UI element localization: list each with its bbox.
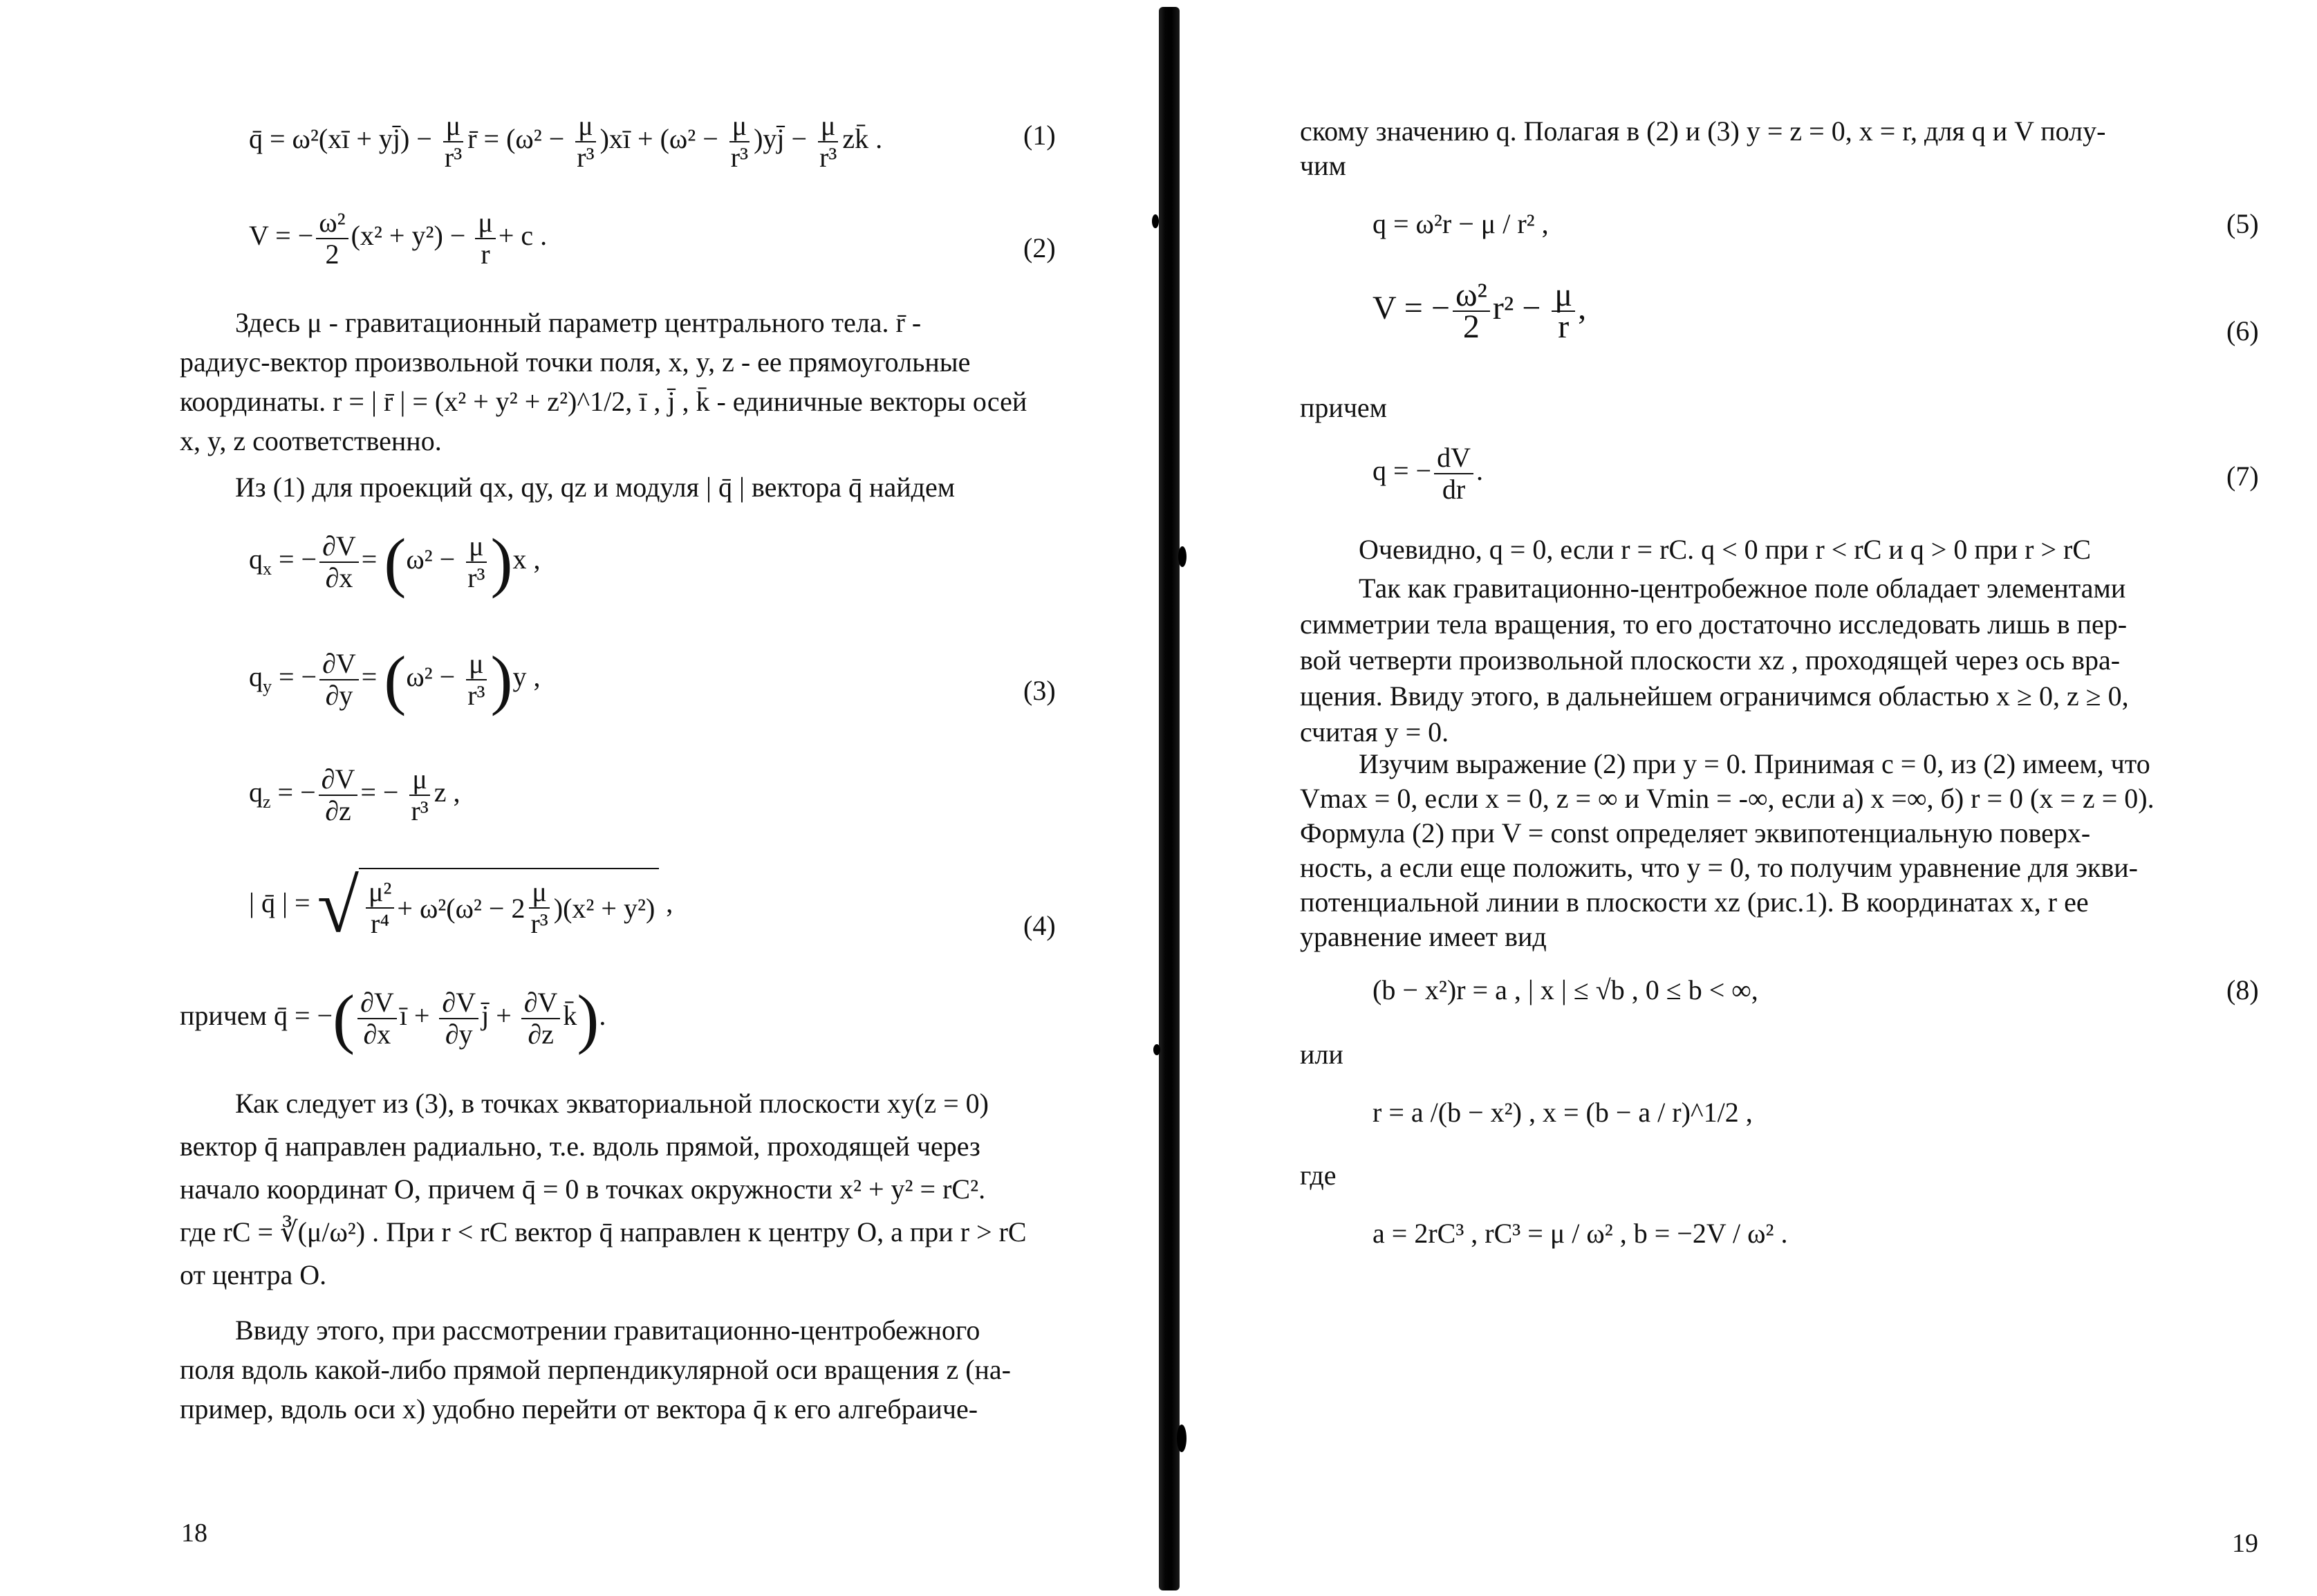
equation-3z: $q_z$ = − $\frac{\partial V}{\partial z}$ = − $\frac{\mu}{\text{r³}}$ z , — [249, 763, 460, 826]
equation-number-8: (8) — [2226, 974, 2259, 1005]
equation-4: | q̄ | = √ $\frac{\text{μ²}}{\text{r⁴}}$ + ω²(ω² − 2 $\frac{\mu}{\text{r³}}$ )(x² + y²) , — [249, 864, 673, 948]
text-line: считая y = 0. — [1300, 716, 1449, 748]
paragraph-equatorial — [180, 1082, 1058, 1297]
page-number: 19 — [2232, 1529, 2258, 1558]
text-line: потенциальной линии в плоскости xz (рис.1). В координатах x, r ее — [1300, 887, 2089, 918]
equation-number-5: (5) — [2226, 208, 2259, 239]
equation-number-1: (1) — [1023, 120, 1056, 151]
equation-number-7: (7) — [2226, 461, 2259, 492]
paragraph-definitions — [180, 303, 1058, 461]
text-line: координаты. r = | r̄ | = (x² + y² + z²)^1/2, ī , j̄ , k̄ - единичные векторы осей — [180, 386, 1027, 417]
text-line: x, y, z соответственно. — [180, 425, 442, 456]
paragraph-study — [1300, 747, 2261, 954]
word-ili: или — [1300, 1039, 1343, 1070]
equation-3x: $q_x$ = − $\frac{\partial V}{\partial x}$ = (ω² − $\frac{\mu}{\text{r³}}$ )x , — [249, 525, 541, 599]
equation-number-6: (6) — [2226, 315, 2259, 346]
equation-10: a = 2rC³ , rC³ = μ / ω² , b = −2V / ω² . — [1372, 1218, 1788, 1249]
text-line: Ввиду этого, при рассмотрении гравитационно-центробежного — [235, 1315, 980, 1346]
equation-3y: $q_y$ = − $\frac{\partial V}{\partial y}$ = (ω² − $\frac{\mu}{\text{r³}}$ )y , — [249, 642, 541, 716]
text-line: Формула (2) при V = const определяет эквипотенциальную поверх- — [1300, 817, 2091, 848]
word-gde: где — [1300, 1160, 1337, 1191]
text-line: ность, а если еще положить, что y = 0, то получим уравнение для экви- — [1300, 852, 2138, 883]
text-line: поля вдоль какой-либо прямой перпендикулярной оси вращения z (на- — [180, 1354, 1011, 1385]
text-line: радиус-вектор произвольной точки поля, x, y, z - ее прямоугольные — [180, 346, 971, 378]
left-page — [0, 0, 1148, 1596]
text-line: где rC = ∛(μ/ω²) . При r < rC вектор q̄ направлен к центру O, а при r > rC — [180, 1216, 1027, 1247]
text-line: чим — [1300, 150, 1346, 181]
text-line: Как следует из (3), в точках экваториальной плоскости xy(z = 0) — [235, 1088, 989, 1119]
word-prichem: причем — [1300, 392, 1387, 423]
text-line: вектор q̄ направлен радиально, т.е. вдоль прямой, проходящей через — [180, 1131, 980, 1162]
paragraph-projections: Из (1) для проекций qx, qy, qz и модуля | q̄ | вектора q̄ найдем — [235, 472, 956, 503]
text-line: Здесь μ - гравитационный параметр центрального тела. r̄ - — [235, 307, 922, 338]
equation-9: r = a /(b − x²) , x = (b − a / r)^1/2 , — [1372, 1097, 1753, 1128]
equation-7: q = − $\frac{dV}{dr}$ . — [1372, 442, 1484, 505]
text-line: Так как гравитационно-центробежное поле обладает элементами — [1359, 573, 2126, 604]
right-page — [1189, 0, 2317, 1596]
equation-q-gradient: причем q̄ = −( $\frac{\partial V}{\partial x}$ ī + $\frac{\partial V}{\partial y}$ j̄ + $\frac{\partial V}{\partial z}$ k̄). — [180, 981, 606, 1055]
page-number: 18 — [181, 1519, 207, 1548]
text-line: Изучим выражение (2) при y = 0. Принимая c = 0, из (2) имеем, что — [1359, 748, 2150, 779]
text-line: скому значению q. Полагая в (2) и (3) y = z = 0, x = r, для q и V полу- — [1300, 115, 2106, 147]
paragraph-obviously: Очевидно, q = 0, если r = rC. q < 0 при r < rC и q > 0 при r > rC — [1359, 534, 2092, 565]
book-spine — [1148, 7, 1189, 1590]
equation-number-3: (3) — [1023, 675, 1056, 706]
paragraph-continuation — [1300, 114, 2261, 183]
text-line: щения. Ввиду этого, в дальнейшем ограничимся областью x ≥ 0, z ≥ 0, — [1300, 680, 2129, 712]
equation-number-2: (2) — [1023, 232, 1056, 263]
text-line: начало координат O, причем q̄ = 0 в точках окружности x² + y² = rC². — [180, 1173, 986, 1205]
equation-1: q̄ = ω²(xī + yj̄) − $\frac{\mu}{\text{r³}}$ r̄ = (ω² − $\frac{\mu}{\text{r³}}$ )xī + (ω² − $\frac{\mu}{\text{r³}}$ )yj̄ − $\frac{\mu}{\text{r³}}$ zk̄ . — [249, 110, 883, 173]
equation-8: (b − x²)r = a , | x | ≤ √b , 0 ≤ b < ∞, — [1372, 974, 1758, 1005]
text-line: пример, вдоль оси x) удобно перейти от вектора q̄ к его алгебраиче- — [180, 1393, 978, 1425]
text-line: симметрии тела вращения, то его достаточно исследовать лишь в пер- — [1300, 609, 2128, 640]
text-line: уравнение имеет вид — [1300, 921, 1547, 952]
equation-6: V = − $\frac{\text{ω²}}{2}$ r² − $\frac{\mu}{r}$ , — [1372, 277, 1587, 345]
equation-2: V = − $\frac{\text{ω²}}{2}$ (x² + y²) − $\frac{\mu}{r}$ + c . — [249, 207, 548, 270]
equation-5: q = ω²r − μ / r² , — [1372, 208, 1549, 239]
text-line: Vmax = 0, если x = 0, z = ∞ и Vmin = -∞, если а) x =∞, б) r = 0 (x = z = 0). — [1300, 783, 2155, 814]
text-line: от центра O. — [180, 1259, 327, 1290]
paragraph-algebraic — [180, 1310, 1058, 1429]
paragraph-symmetry — [1300, 570, 2261, 750]
text-line: вой четверти произвольной плоскости xz , проходящей через ось вра- — [1300, 644, 2121, 676]
equation-number-4: (4) — [1023, 910, 1056, 941]
